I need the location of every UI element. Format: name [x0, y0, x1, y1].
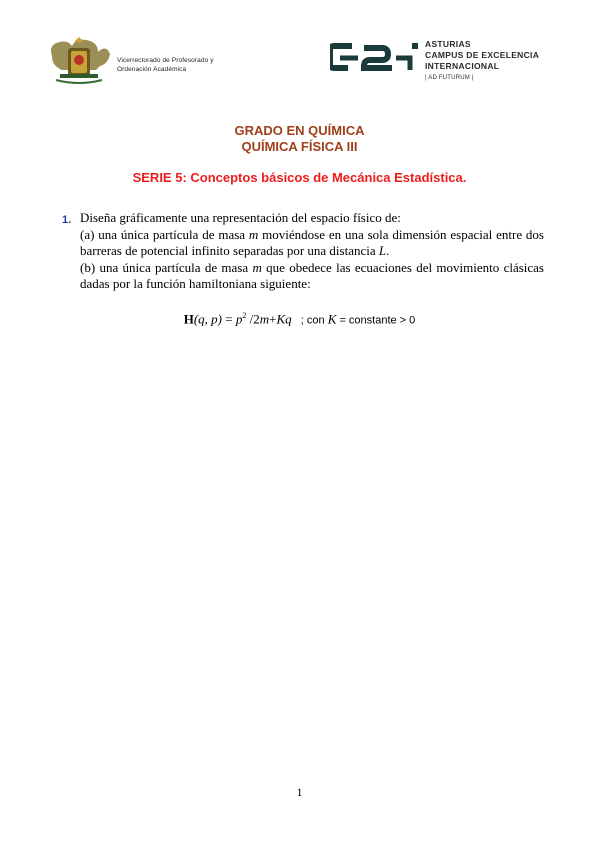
hamiltonian-formula [0, 311, 599, 327]
formula-div: /2 [246, 311, 260, 327]
part-a-var-m: m [248, 226, 259, 242]
part-b-text: que obedece las ecuaciones del movimiento clásicas dadas por la función hamiltoniana siguiente: [80, 259, 544, 291]
formula-p: p [235, 311, 243, 327]
serie-title: SERIE 5: Conceptos básicos de Mecánica Estadística. [132, 170, 467, 185]
part-b-var-m: m [252, 259, 262, 275]
question-part-b [80, 260, 544, 293]
course-title: QUÍMICA FÍSICA III [241, 139, 358, 154]
cei-line-3: INTERNACIONAL [425, 61, 500, 71]
formula-Kq: Kq [276, 311, 292, 327]
formula-args: (q, p) [193, 311, 223, 327]
cei-text-block [425, 39, 539, 81]
university-crest-icon [46, 36, 112, 86]
part-a-end: . [386, 243, 390, 258]
cei-logo-icon [330, 40, 422, 74]
formula-sup: 2 [242, 311, 247, 320]
cei-line-1: ASTURIAS [425, 39, 471, 49]
formula-m: m [259, 311, 270, 327]
formula-K: K [327, 311, 337, 327]
formula-H: H [183, 311, 194, 327]
vicerrectorado-line-1: Vicerrectorado de Profesorado y [117, 57, 214, 64]
cei-line-2: CAMPUS DE EXCELENCIA [425, 50, 540, 60]
question-part-a [80, 227, 544, 260]
degree-title: GRADO EN QUÍMICA [234, 123, 365, 138]
question-intro: Diseña gráficamente una representación del espacio físico de: [80, 210, 401, 225]
page-number: 1 [296, 785, 303, 799]
part-a-text: moviéndose en una sola dimensión espacial entre dos barreras de potencial infinito separadas por una distancia [80, 226, 544, 258]
vicerrectorado-text [117, 56, 214, 74]
part-b-prefix: (b) una única partícula de masa [80, 259, 253, 275]
question-body [80, 210, 544, 293]
part-a-var-L: L [378, 243, 387, 258]
formula-cond-suffix: = constante > 0 [336, 314, 416, 327]
formula-plus: + [269, 311, 277, 327]
vicerrectorado-line-2: Ordenación Académica [117, 66, 187, 73]
formula-cond-prefix: ; con [291, 314, 328, 327]
formula-eq: = [222, 311, 236, 327]
page-header [0, 0, 599, 100]
part-a-prefix: (a) una única partícula de masa [80, 226, 249, 242]
cei-line-4: | AD FUTURUM | [425, 75, 474, 81]
question-number: 1. [62, 214, 72, 226]
